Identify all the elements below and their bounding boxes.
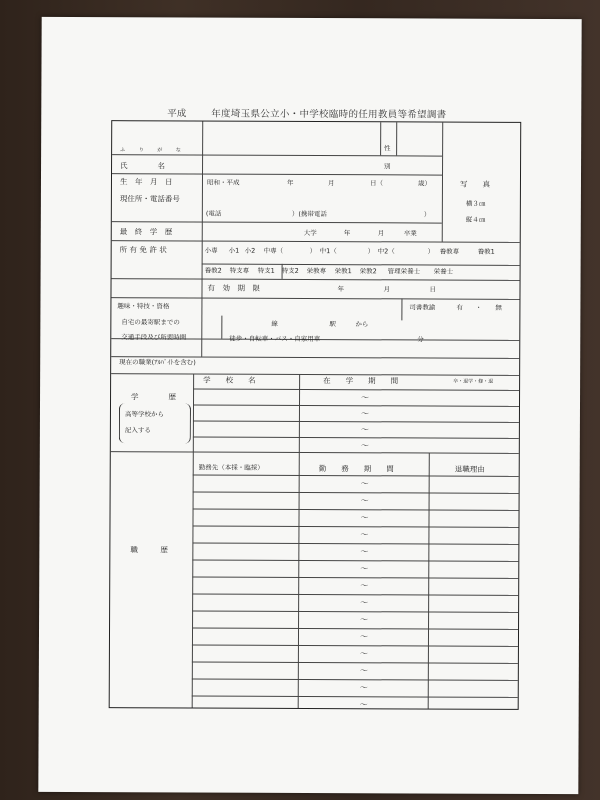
univ-label: 大学 [303,228,317,238]
tilde: ～ [360,496,369,506]
form-title [41,105,581,121]
application-form-table [109,120,522,710]
final-education-label: 最 終 学 歴 [119,227,173,237]
sex-label-1: 性 [384,144,391,153]
tilde: ～ [360,530,369,540]
transport-options: 徒歩・自転車・バス・自家用車 [229,334,321,344]
tilde: ～ [360,564,369,574]
age-label: 歳） [417,179,431,188]
name-label: 氏 名 [120,161,166,171]
sex-label-2: 別 [384,162,391,171]
school-name-header: 学 校 名 [203,375,256,385]
license-label: 所 有 免 許 状 [119,245,167,255]
hs-note-1: 高等学校から [124,410,164,419]
hobby-label: 趣味・特技・資格 [117,302,170,311]
tilde: ～ [360,513,369,523]
tilde: ～ [360,441,369,451]
librarian-dot: ・ [475,303,482,312]
photo-label: 写 真 [459,179,490,189]
employer-header: 勤務先（本採・臨採） [198,463,264,472]
work-history-label: 職 歴 [130,545,168,555]
librarian-label: 司書教諭 [409,303,436,312]
tilde: ～ [359,666,368,676]
librarian-yes: 有 [456,303,463,312]
birth-day: 日（ [369,179,383,188]
reason-header: 退職理由 [454,464,485,474]
license-line-1: 小専 小1 小2 中専（ ） 中1（ ） 中2（ ） 養教専 養教1 [204,246,495,256]
address-label: 現住所・電話番号 [119,194,180,204]
title-era: 平成 [167,108,187,120]
tilde: ～ [360,547,369,557]
mobile-label: ）(携帯電話 [291,209,327,219]
tilde: ～ [360,581,369,591]
birth-year: 年 [286,178,294,187]
tilde: ～ [360,409,369,419]
tilde: ～ [359,683,368,693]
paper-sheet [38,17,581,794]
furigana-label: ふ り が な [120,147,187,154]
validity-day: 日 [429,285,437,294]
univ-month: 月 [377,229,385,238]
station-label-1: 自宅の最寄駅までの [121,318,180,327]
birth-era: 昭和・平成 [206,178,240,187]
hs-note-2: 記入する [124,426,151,435]
librarian-no: 無 [495,303,502,312]
tilde: ～ [359,700,368,710]
validity-label: 有 効 期 限 [207,283,261,293]
tilde: ～ [360,425,369,435]
high-school-note-bracket [119,403,191,443]
birthdate-label: 生 年 月 日 [119,177,173,187]
validity-month: 月 [383,285,391,294]
from-label: から [355,320,369,329]
photo-height: 縦４㎝ [465,215,486,224]
station-word: 駅 [329,320,336,329]
photo-width: 横３㎝ [465,199,486,208]
work-period-header: 勤 務 期 間 [318,464,394,474]
grad-type-header: 卒・退学・修・退 [453,378,494,385]
mobile-close: ） [423,210,431,219]
minutes-label: 分 [417,335,424,344]
academic-history-label: 学 歴 [131,392,177,402]
tilde: ～ [360,615,369,625]
phone-label: (電話 [205,209,222,218]
current-job-label: 現在の職業(ｱﾙﾊﾞｲﾄを含む) [119,358,196,367]
graduated-label: 卒業 [403,229,417,238]
birth-month: 月 [327,179,335,188]
tilde: ～ [360,598,369,608]
tilde: ～ [359,649,368,659]
tilde: ～ [359,632,369,642]
license-line-2: 養教2 特支専 特支1 特支2 栄教専 栄教1 栄教2 管理栄養士 栄養士 [204,266,454,276]
title-main: 年度埼玉県公立小・中学校臨時的任用教員等希望調書 [211,108,447,121]
line-label: 線 [271,319,278,328]
tilde: ～ [361,393,370,403]
validity-year: 年 [337,285,345,294]
enrollment-header: 在 学 期 間 [323,376,399,386]
station-label-2: 交通手段及び所要時間 [121,333,187,342]
univ-year: 年 [343,229,351,238]
tilde: ～ [360,479,369,489]
